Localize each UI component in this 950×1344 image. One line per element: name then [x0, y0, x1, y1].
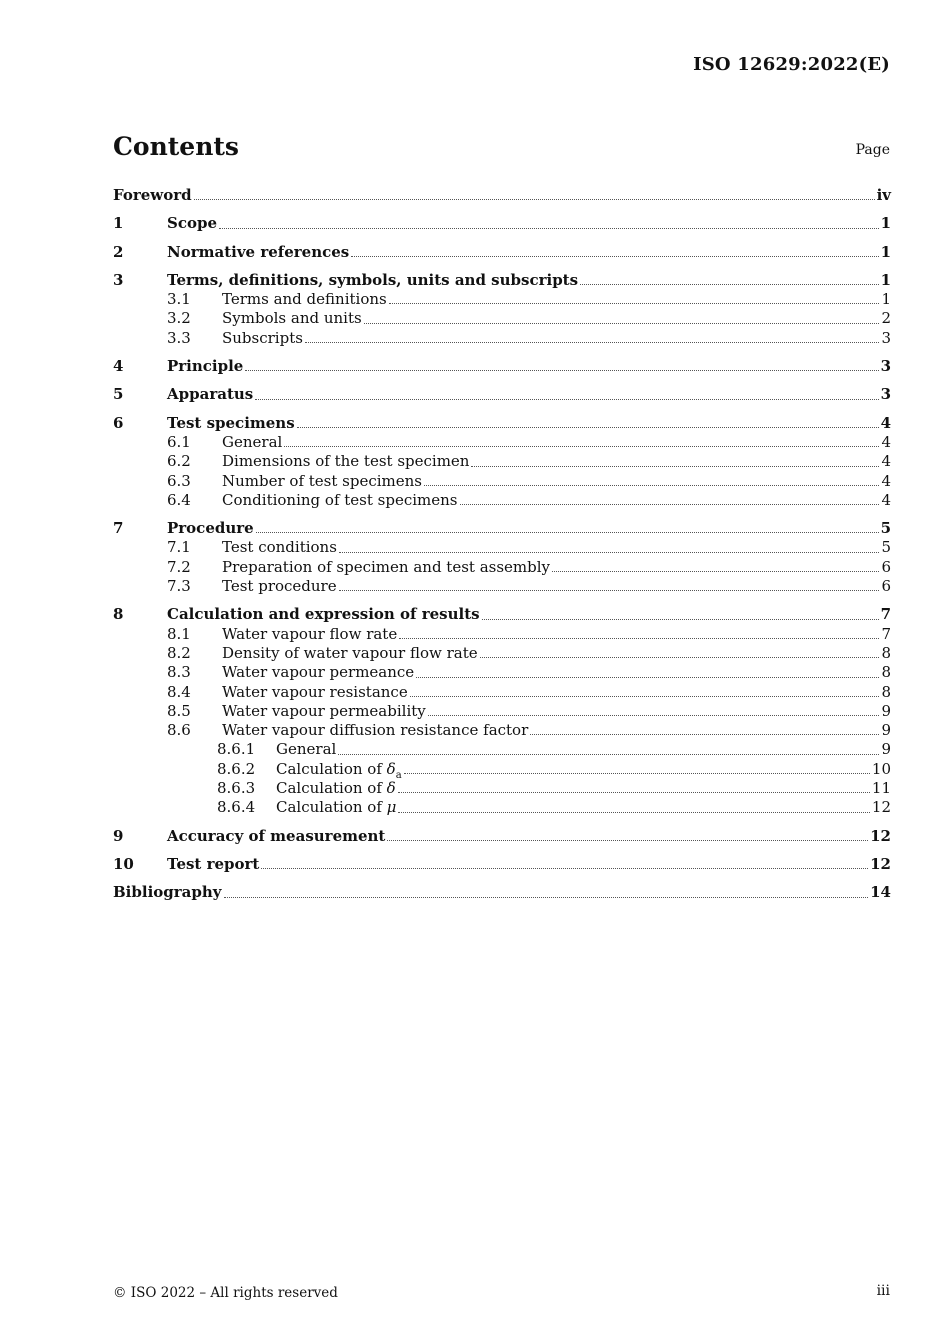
toc-entry-7-1[interactable]	[113, 538, 891, 557]
dot-leader	[480, 656, 880, 658]
toc-page: 8	[881, 643, 891, 662]
toc-page: 12	[871, 798, 891, 817]
toc-number: 8.6.3	[217, 779, 256, 798]
toc-entry-1[interactable]	[113, 214, 891, 233]
toc-page: 9	[881, 740, 891, 759]
toc-page: 5	[881, 538, 891, 557]
toc-page: 1	[880, 270, 891, 289]
toc-page: 8	[881, 682, 891, 701]
table-of-contents	[113, 186, 891, 903]
toc-label: Test report	[167, 854, 260, 873]
toc-label: Calculation of	[276, 759, 387, 778]
toc-entry-3-3[interactable]	[113, 329, 891, 348]
dot-leader	[219, 227, 879, 229]
toc-label: Apparatus	[167, 385, 254, 404]
toc-page: 4	[880, 413, 891, 432]
toc-entry-4[interactable]	[113, 357, 891, 376]
toc-entry-7[interactable]	[113, 519, 891, 538]
toc-entry-3-1[interactable]	[113, 290, 891, 309]
toc-entry-6[interactable]	[113, 414, 891, 433]
toc-page: 4	[881, 471, 891, 490]
toc-number: 8.3	[167, 663, 191, 682]
toc-label: Terms, definitions, symbols, units and subscripts	[167, 270, 579, 289]
toc-entry-8[interactable]	[113, 605, 891, 624]
toc-label: Foreword	[113, 186, 192, 204]
toc-entry-8-4[interactable]	[113, 683, 891, 702]
toc-number: 8.6	[167, 721, 191, 740]
toc-label: Water vapour resistance	[222, 682, 408, 701]
toc-page: 3	[880, 385, 891, 404]
toc-number: 6.4	[167, 490, 191, 509]
toc-number: 8	[113, 605, 124, 624]
toc-label: Water vapour permeability	[222, 701, 426, 720]
dot-leader	[305, 341, 880, 343]
toc-number: 7.1	[167, 538, 191, 557]
toc-page: 4	[881, 432, 891, 451]
toc-page: 8	[881, 663, 891, 682]
toc-entry-8-6-3[interactable]	[113, 779, 891, 798]
toc-page: 1	[880, 214, 891, 233]
toc-page: 4	[881, 452, 891, 471]
document-id: ISO 12629:2022(E)	[693, 54, 890, 75]
toc-page: 10	[871, 759, 891, 778]
toc-page: 3	[880, 357, 891, 376]
dot-leader	[530, 733, 879, 735]
toc-label: General	[276, 740, 337, 759]
dot-leader	[351, 255, 878, 257]
toc-entry-8-6[interactable]	[113, 721, 891, 740]
toc-number: 6.3	[167, 471, 191, 490]
dot-leader	[398, 791, 870, 793]
toc-page: 3	[881, 328, 891, 347]
math-symbol: δ	[386, 759, 396, 778]
math-subscript: a	[395, 769, 402, 781]
toc-number: 8.6.4	[217, 798, 256, 817]
dot-leader	[482, 618, 879, 620]
toc-label: Principle	[167, 357, 244, 376]
toc-page: 9	[881, 701, 891, 720]
dot-leader	[580, 283, 879, 285]
dot-leader	[398, 811, 870, 813]
toc-entry-8-6-1[interactable]	[113, 740, 891, 759]
toc-number: 1	[113, 214, 124, 233]
dot-leader	[404, 772, 870, 774]
dot-leader	[339, 551, 880, 553]
toc-page: 12	[870, 854, 891, 873]
toc-number: 9	[113, 826, 124, 845]
toc-number: 5	[113, 385, 124, 404]
toc-label: Dimensions of the test specimen	[222, 452, 470, 471]
toc-page: 9	[881, 721, 891, 740]
toc-label: Test conditions	[222, 538, 337, 557]
dot-leader	[460, 503, 880, 505]
dot-leader	[224, 896, 869, 898]
toc-label: Water vapour flow rate	[222, 624, 398, 643]
toc-entry-6-3[interactable]	[113, 472, 891, 491]
toc-number: 3	[113, 270, 124, 289]
toc-entry-8-3[interactable]	[113, 663, 891, 682]
toc-label: Accuracy of measurement	[167, 826, 386, 845]
dot-leader	[364, 322, 880, 324]
toc-entry-5[interactable]	[113, 385, 891, 404]
dot-leader	[245, 369, 878, 371]
toc-entry-8-6-2[interactable]	[113, 760, 891, 779]
toc-number: 6	[113, 413, 124, 432]
toc-page: 6	[881, 577, 891, 596]
dot-leader	[297, 426, 879, 428]
toc-entry-3-2[interactable]	[113, 309, 891, 328]
math-symbol: μ	[386, 798, 397, 817]
toc-label: Density of water vapour flow rate	[222, 643, 478, 662]
toc-page: 7	[881, 624, 891, 643]
toc-entry-7-3[interactable]	[113, 577, 891, 596]
toc-label: Preparation of specimen and test assembly	[222, 557, 551, 576]
toc-label: Symbols and units	[222, 309, 362, 328]
dot-leader	[194, 198, 875, 200]
toc-number: 4	[113, 357, 124, 376]
toc-number: 6.1	[167, 432, 191, 451]
toc-page: 1	[881, 290, 891, 309]
toc-entry-3[interactable]	[113, 271, 891, 290]
toc-entry-2[interactable]	[113, 243, 891, 262]
toc-page: 6	[881, 557, 891, 576]
toc-label: General	[222, 432, 283, 451]
toc-label: Test specimens	[167, 413, 295, 432]
toc-label: Water vapour diffusion resistance factor	[222, 721, 529, 740]
toc-entry-6-1[interactable]	[113, 433, 891, 452]
toc-entry-foreword[interactable]	[113, 186, 891, 205]
toc-label: Number of test specimens	[222, 471, 423, 490]
toc-label: Calculation and expression of results	[167, 605, 480, 624]
toc-entry-6-2[interactable]	[113, 452, 891, 471]
toc-label: Subscripts	[222, 328, 303, 347]
toc-page: 14	[870, 883, 891, 902]
toc-entry-8-6-4[interactable]	[113, 798, 891, 817]
dot-leader	[399, 637, 879, 639]
toc-page: 1	[880, 242, 891, 261]
toc-label: Test procedure	[222, 577, 337, 596]
dot-leader	[552, 570, 879, 572]
copyright-notice: © ISO 2022 – All rights reserved	[113, 1285, 338, 1301]
toc-number: 10	[113, 854, 134, 873]
toc-number: 7	[113, 519, 124, 538]
toc-number: 7.2	[167, 557, 191, 576]
toc-label: Bibliography	[113, 883, 222, 902]
toc-number: 8.6.2	[217, 759, 256, 778]
toc-page: 4	[881, 490, 891, 509]
toc-page: iv	[876, 186, 891, 204]
dot-leader	[339, 589, 880, 591]
toc-number: 8.5	[167, 701, 191, 720]
toc-entry-bibliography[interactable]	[113, 883, 891, 902]
toc-entry-8-2[interactable]	[113, 644, 891, 663]
page-number: iii	[876, 1283, 890, 1299]
toc-number: 3.2	[167, 309, 191, 328]
toc-number: 2	[113, 242, 124, 261]
toc-entry-6-4[interactable]	[113, 491, 891, 510]
dot-leader	[416, 676, 879, 678]
toc-label-group	[276, 798, 396, 817]
contents-title: Contents	[113, 132, 240, 161]
toc-entry-8-1[interactable]	[113, 625, 891, 644]
dot-leader	[338, 753, 879, 755]
toc-page: 5	[880, 519, 891, 538]
toc-label: Conditioning of test specimens	[222, 490, 458, 509]
toc-number: 7.3	[167, 577, 191, 596]
toc-entry-10[interactable]	[113, 855, 891, 874]
toc-label: Terms and definitions	[222, 290, 387, 309]
dot-leader	[471, 465, 879, 467]
toc-label-group	[276, 779, 396, 798]
toc-number: 8.6.1	[217, 740, 256, 759]
dot-leader	[410, 695, 880, 697]
toc-number: 8.2	[167, 643, 191, 662]
toc-entry-8-5[interactable]	[113, 702, 891, 721]
toc-label: Calculation of	[276, 779, 387, 798]
toc-label: Scope	[167, 214, 218, 233]
toc-label: Calculation of	[276, 798, 387, 817]
toc-page: 11	[871, 779, 891, 798]
toc-number: 3.1	[167, 290, 191, 309]
toc-entry-9[interactable]	[113, 827, 891, 846]
toc-number: 8.1	[167, 624, 191, 643]
toc-entry-7-2[interactable]	[113, 558, 891, 577]
dot-leader	[389, 302, 880, 304]
math-symbol: δ	[386, 779, 396, 798]
dot-leader	[424, 484, 879, 486]
dot-leader	[261, 867, 868, 869]
toc-page: 2	[881, 309, 891, 328]
dot-leader	[255, 398, 878, 400]
dot-leader	[387, 839, 868, 841]
toc-number: 6.2	[167, 452, 191, 471]
dot-leader	[428, 714, 880, 716]
toc-label: Normative references	[167, 242, 350, 261]
toc-number: 3.3	[167, 328, 191, 347]
toc-page: 12	[870, 826, 891, 845]
dot-leader	[284, 445, 879, 447]
toc-number: 8.4	[167, 682, 191, 701]
page-column-label: Page	[855, 142, 890, 158]
toc-label: Procedure	[167, 519, 254, 538]
toc-label: Water vapour permeance	[222, 663, 415, 682]
dot-leader	[256, 531, 879, 533]
toc-page: 7	[880, 605, 891, 624]
